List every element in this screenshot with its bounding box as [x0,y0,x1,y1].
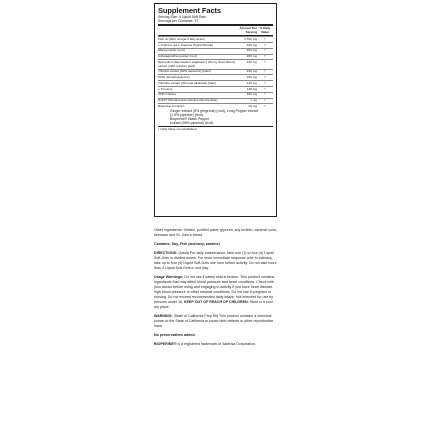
keep-out-of-reach: KEEP OUT OF REACH OF CHILDREN. [183,300,249,304]
bioperine-mark: BIOPERINE® [154,342,177,346]
ingredient-row [158,42,273,48]
ingredient-name: Epimedium (Epimedium sagittatum) (Horny Goat Weed) extract (10% icariins) (leaf) [158,59,235,68]
ingredient-dv: † [264,54,266,59]
ingredient-name: DMG (Dimethylglycine) [158,75,190,80]
ingredient-name: NADH (Nicotinamide Adenine Dinucleotide) [158,98,218,103]
ingredient-row [158,74,273,80]
ingredient-amount: 1,700 mg [244,36,257,41]
ingredient-name: CDP-Choline [158,92,177,97]
other-ingredients: Other ingredients: Gelatin, purified water, glycerin, soy lecithin, caramel color, beeswax and St. John's bread. [154,228,277,237]
ingredient-row [158,54,273,60]
storage-text: Store in a cool, dry place. [154,300,274,309]
ingredient-dv: † [264,86,266,91]
ingredient-name: Bioperine Complex: [158,103,185,108]
trademark-block [154,342,278,347]
bioperine-sub-line: extract (95% piperine) (fruit) [170,121,214,126]
ingredient-amount: 240 mg [246,59,257,64]
ingredient-rows [158,36,273,109]
ingredient-name: Fish oil (30% omega-3 fatty acids) [158,36,205,41]
ingredient-amount: 20 mg [248,103,257,108]
ingredient-dv: † [264,42,266,47]
ingredient-amount: 140 mg [246,80,257,85]
ingredient-dv: † [264,80,266,85]
no-preservatives: No preservatives added. [154,333,196,337]
ingredient-name: L-Tyrosine [158,86,173,91]
warning-label: WARNING: [154,314,173,318]
contains-allergens: Contains: Soy, Fish (anchovy, sardine) [154,242,220,246]
ingredient-name: Ashwagandha powder (root) [158,54,197,59]
bioperine-sub-line: Bioperine® Black Pepper [170,117,210,122]
dv-column-header: % Daily Value [259,26,271,34]
supplement-facts-panel [154,3,277,217]
ingredient-amount: 200 mg [246,54,257,59]
ingredient-row [158,92,273,98]
warning-block [154,314,278,329]
directions-block [154,251,278,271]
ingredient-row [158,48,273,54]
ingredient-dv: † [264,59,266,64]
ingredient-amount: 240 mg [246,69,257,74]
usage-label: Usage Warnings: [154,275,184,279]
directions-label: DIRECTIONS: [154,251,178,255]
ingredient-row [158,59,273,68]
serving-size: Serving Size: 4 Liquid Soft-Gels [158,15,206,19]
ingredient-amount: 100 mg [246,75,257,80]
label-copy [154,228,278,351]
ingredient-dv: † [264,69,266,74]
ingredient-amount: 1 mg [250,98,257,103]
ingredient-row [158,69,273,75]
ingredient-name: L-Arginine (as L-Arginine Hydrochloride) [158,42,214,47]
ingredient-amount: 100 mg [246,92,257,97]
column-header [158,26,273,35]
ingredient-amount: 200 mg [246,48,257,53]
daily-value-footnote: † Daily Value not established. [158,127,198,132]
ingredient-amount: 320 mg [246,42,257,47]
panel-title: Supplement Facts [158,6,221,15]
ingredient-dv: † [264,92,266,97]
warning-text: (State of California Prop 65) This product contains a chemical known to the State of California to cause birth defects or other reproductive harm. [154,314,274,328]
usage-text: Do not use if safety seal is broken. This product contains ingredients that may affect blood pressure and heart conditions. Check with your doctor before using and engaging in activity if you have heart disease, high blood pressure or other medical conditions. Do not use if pregnant or nursing. Do not exceed recommended daily intake. Not intended for use by persons under 18. [154,275,275,304]
ingredient-name: Tribulus extract (40% saponins) (plant) [158,69,212,74]
ingredient-row [158,98,273,104]
trademark-text: is a registered trademark of Sabinsa Corporation. [177,342,256,346]
bioperine-sub-line: (1.5% piperine) (fruit), [170,113,204,118]
ingredient-name: Maca powder (root) [158,48,185,53]
ingredient-dv: † [264,103,266,108]
ingredient-dv: † [264,98,266,103]
ingredient-row [158,80,273,86]
ingredient-dv: † [264,48,266,53]
ingredient-row [158,86,273,92]
bioperine-sub-list [158,109,273,125]
ingredient-name: Yohimbe extract (2% total alkaloids) (bark) [158,80,217,85]
ingredient-dv: † [264,36,266,41]
ingredient-amount: 120 mg [246,86,257,91]
ingredient-row [158,36,273,42]
bioperine-sub-line: Ginger extract (5% gingerols) (root), Long Pepper extract [170,109,259,114]
directions-text: (Adult) For daily maintenance, take one (1) to four (4) Liquid Soft-Gels in divided doses. For more immediate response prior to intimacy, take up to four (4) Liquid Soft-Gels one hour before activity. Do not take more than 4 Liquid Soft-Gels in one day. [154,251,277,270]
servings-per-container: Servings per Container: 37 [158,19,199,23]
usage-block [154,275,278,310]
amount-column-header: Amount Per Serving [239,26,257,34]
ingredient-dv: † [264,75,266,80]
